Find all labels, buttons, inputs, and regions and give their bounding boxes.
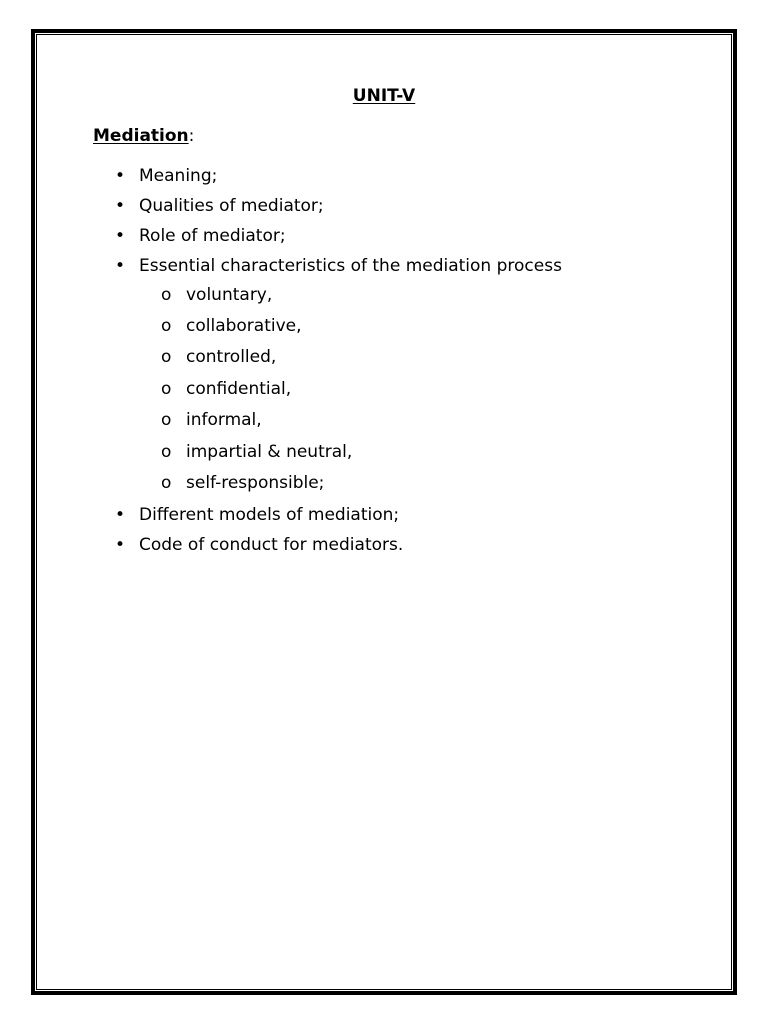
unit-title: UNIT-V: [352, 86, 416, 106]
list-item-text: Essential characteristics of the mediation process: [139, 256, 562, 276]
bullet-icon: •: [115, 166, 126, 186]
circle-bullet-icon: o: [161, 347, 172, 367]
bullet-icon: •: [115, 256, 126, 276]
heading-text: Mediation: [93, 126, 189, 146]
sub-list-item: [161, 442, 352, 462]
bullet-icon: •: [115, 535, 126, 555]
list-item: [115, 256, 562, 276]
sub-list-item-text: voluntary,: [186, 285, 273, 305]
circle-bullet-icon: o: [161, 473, 172, 493]
list-item-text: Role of mediator;: [139, 226, 286, 246]
bullet-icon: •: [115, 196, 126, 216]
sub-list-item-text: self-responsible;: [186, 473, 325, 493]
sub-list-item-text: collaborative,: [186, 316, 302, 336]
list-item: [115, 166, 217, 186]
list-item-text: Meaning;: [139, 166, 218, 186]
circle-bullet-icon: o: [161, 410, 172, 430]
list-item-text: Qualities of mediator;: [139, 196, 324, 216]
list-item: [115, 535, 403, 555]
heading-colon: :: [188, 126, 195, 146]
list-item-text: Different models of mediation;: [139, 505, 400, 525]
sub-list-item: [161, 379, 291, 399]
list-item: [115, 226, 286, 246]
sub-list-item: [161, 473, 324, 493]
list-item-text: Code of conduct for mediators.: [139, 535, 404, 555]
circle-bullet-icon: o: [161, 285, 172, 305]
bullet-icon: •: [115, 226, 126, 246]
list-item: [115, 505, 399, 525]
sub-list-item: [161, 316, 302, 336]
sub-list-item-text: informal,: [186, 410, 262, 430]
bullet-icon: •: [115, 505, 126, 525]
sub-list-item-text: controlled,: [186, 347, 277, 367]
sub-list-item: [161, 410, 262, 430]
circle-bullet-icon: o: [161, 379, 172, 399]
circle-bullet-icon: o: [161, 316, 172, 336]
sub-list-item: [161, 347, 276, 367]
sub-list-item: [161, 285, 272, 305]
section-heading: [93, 126, 194, 146]
list-item: [115, 196, 324, 216]
sub-list-item-text: impartial & neutral,: [186, 442, 353, 462]
sub-list-item-text: confidential,: [186, 379, 292, 399]
circle-bullet-icon: o: [161, 442, 172, 462]
